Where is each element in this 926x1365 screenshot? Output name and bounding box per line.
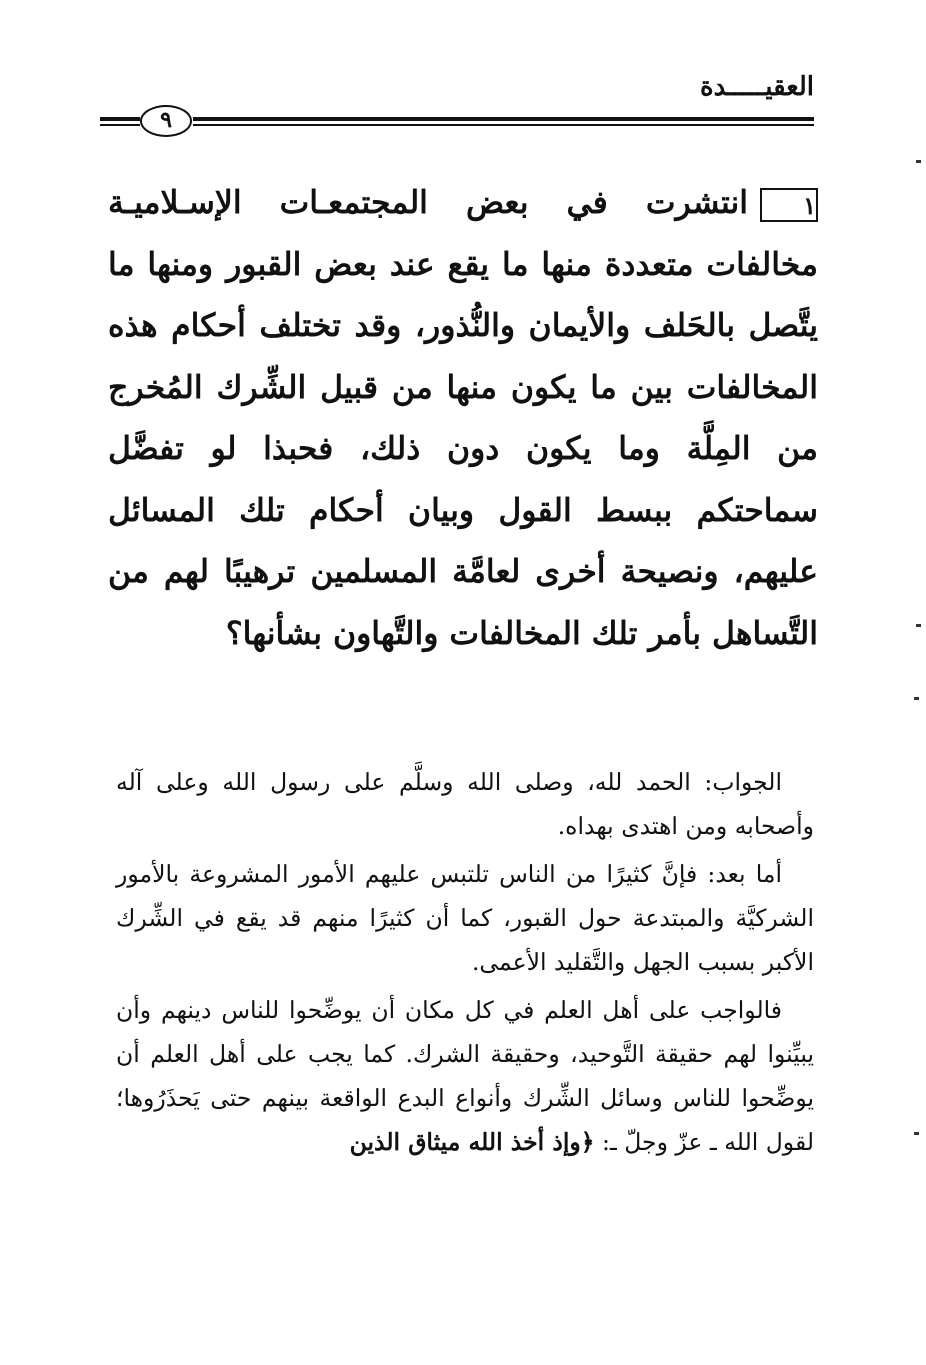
running-title: العقيـــــدة [699, 72, 814, 102]
page-number: ٩ [140, 105, 192, 137]
question-block [108, 172, 818, 664]
question-number-box: ١ [760, 188, 818, 222]
answer-paragraph-2: أما بعد: فإنَّ كثيرًا من الناس تلتبس عليهم الأمور المشروعة بالأمور الشركيَّة والمبتدعة حول القبور، كما أن كثيرًا منهم قد يقع في الشِّرك الأكبر بسبب الجهل والتَّقليد الأعمى. [116, 860, 814, 976]
scan-mark [914, 1132, 919, 1135]
scan-mark [916, 624, 921, 627]
answer-paragraph-1: الجواب: الحمد لله، وصلى الله وسلَّم على رسول الله وعلى آله وأصحابه ومن اهتدى بهداه. [116, 768, 814, 840]
header-rule-short [100, 117, 140, 126]
answer-block [116, 760, 814, 1164]
scan-mark [916, 160, 921, 163]
header-rule [193, 117, 814, 126]
quran-quote: ﴿وإذ أخذ الله ميثاق الذين [349, 1128, 595, 1156]
answer-paragraph-3 [116, 988, 814, 1164]
scan-mark [914, 697, 919, 700]
question-text: انتشرت في بعض المجتمعـات الإسـلاميـة مخالفات متعددة منها ما يقع عند بعض القبور ومنها ما يتَّصل بالحَلف والأيمان والنُّذور، وقد تختلف أحكام هذه المخالفات بين ما يكون منها من قبيل الشِّرك المُخرج من المِلَّة وما يكون دون ذلك، فحبذا لو تفضَّل سماحتكم ببسط القول وبيان أحكام تلك المسائل عليهم، ونصيحة أخرى لعامَّة المسلمين ترهيبًا لهم من التَّساهل بأمر تلك المخالفات والتَّهاون بشأنها؟ [108, 184, 818, 652]
answer-paragraph-3-text: فالواجب على أهل العلم في كل مكان أن يوضِّحوا للناس دينهم وأن يبيِّنوا لهم حقيقة التَّوحيد، وحقيقة الشرك. كما يجب على أهل العلم أن يوضِّحوا للناس وسائل الشِّرك وأنواع البدع الواقعة بينهم حتى يَحذَرُوها؛ لقول الله ـ عزّ وجلّ ـ: [116, 996, 814, 1156]
